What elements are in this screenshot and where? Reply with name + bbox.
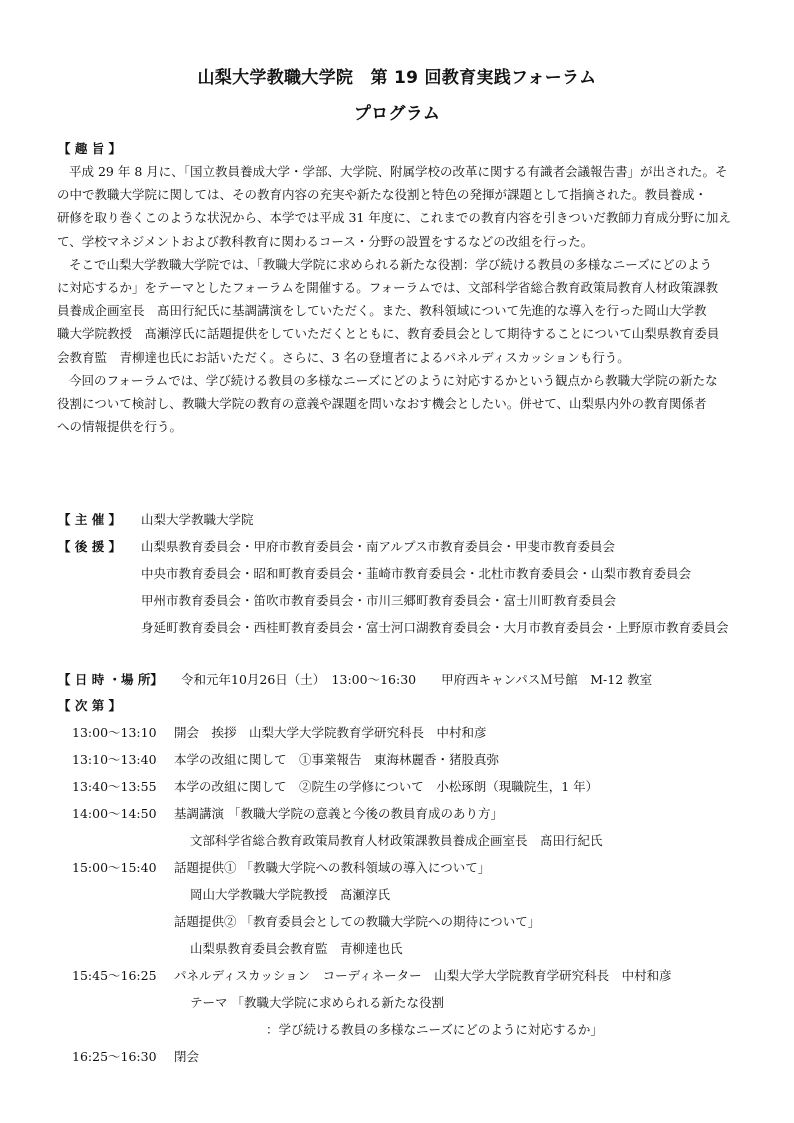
shushi-line: 平成 29 年 8 月に、「国立教員養成大学・学部、大学院、附属学校の改革に関する有識者会議報告書」が出された。そ	[69, 164, 728, 179]
document-title: 山梨大学教職大学院 第 19 回教育実践フォーラム	[197, 68, 597, 88]
schedule-item: 閉会	[174, 1049, 200, 1064]
schedule-time: 13:40～13:55	[72, 779, 157, 794]
nichiji-value: 令和元年10月26日（土） 13:00～16:30 甲府西キャンパスＭ号館 M-12 教室	[181, 672, 653, 687]
schedule-item: 開会 挨拶 山梨大学大学院教育学研究科長 中村和彦	[174, 725, 487, 740]
schedule-item: パネルディスカッション コーディネーター 山梨大学大学院教育学研究科長 中村和彦	[174, 968, 672, 983]
koen-line: 山梨県教育委員会・甲府市教育委員会・南アルプス市教育委員会・甲斐市教育委員会	[141, 539, 616, 554]
koen-line: 身延町教育委員会・西桂町教育委員会・富士河口湖教育委員会・大月市教育委員会・上野原市教育委員会	[141, 620, 729, 635]
section-heading-nichiji: 【 日 時 ・場 所】	[58, 672, 163, 687]
shushi-line: 今回のフォーラムでは、学び続ける教員の多様なニーズにどのように対応するかという観点から教職大学院の新たな	[69, 372, 718, 388]
schedule-time: 15:00～15:40	[72, 860, 157, 875]
schedule-item: 本学の改組に関して ①事業報告 東海林麗香・猪股真弥	[174, 752, 500, 767]
shushi-line: への情報提供を行う。	[57, 419, 183, 435]
shushi-line: 員養成企画室長 髙田行紀氏に基調講演をしていただく。また、教科領域について先進的な導入を行った岡山大学教	[57, 303, 707, 319]
shushi-line: そこで山梨大学教職大学院では、「教職大学院に求められる新たな役割：学び続ける教員の多様なニーズにどのよう	[69, 256, 713, 272]
schedule-item: 話題提供① 「教職大学院への教科領域の導入について」	[174, 860, 491, 875]
schedule-item: 基調講演 「教職大学院の意義と今後の教員育成のあり方」	[174, 806, 503, 821]
shushi-line: 研修を取り巻くこのような状況から、本学では平成 31 年度に、これまでの教育内容を引きついだ教師力育成分野に加え	[57, 210, 731, 226]
shusai-value: 山梨大学教職大学院	[141, 512, 254, 527]
shushi-line: て、学校マネジメントおよび教科教育に関わるコース・分野の設置をするなどの改組を行った。	[57, 233, 594, 249]
shushi-line: 会教育監 青柳達也氏にお話いただく。さらに、3 名の登壇者によるパネルディスカッションも行う。	[57, 349, 630, 365]
document-subtitle: プログラム	[353, 104, 441, 124]
shushi-body	[57, 160, 737, 438]
section-heading-shidai: 【 次 第 】	[58, 698, 122, 713]
shushi-line: の中で教職大学院に関しては、その教育内容の充実や新たな役割と特色の発揮が課題として指摘された。教員養成・	[57, 187, 708, 203]
schedule-speaker: 山梨県教育委員会教育監 青柳達也氏	[190, 941, 403, 956]
schedule-item: 話題提供② 「教育委員会としての教職大学院への期待について」	[174, 914, 541, 929]
shushi-line: 職大学院教授 髙瀬淳氏に話題提供をしていただくとともに、教育委員会として期待することについて山梨県教育委員	[57, 326, 720, 342]
shushi-line: に対応するか」をテーマとしたフォーラムを開催する。フォーラムでは、文部科学省総合教育政策局教育人材政策課教	[57, 280, 719, 296]
section-heading-shusai: 【 主 催 】	[58, 512, 122, 527]
schedule-time: 15:45～16:25	[72, 968, 157, 983]
schedule-speaker: 岡山大学教職大学院教授 髙瀬淳氏	[190, 887, 391, 902]
koen-line: 中央市教育委員会・昭和町教育委員会・韮崎市教育委員会・北杜市教育委員会・山梨市教育委員会	[141, 566, 692, 581]
section-heading-shushi: 【 趣 旨 】	[58, 141, 122, 156]
schedule-speaker: 文部科学省総合教育政策局教育人材政策課教員養成企画室長 髙田行紀氏	[190, 833, 603, 848]
schedule-time: 13:10～13:40	[72, 752, 157, 767]
schedule-time: 14:00～14:50	[72, 806, 157, 821]
koen-line: 甲州市教育委員会・笛吹市教育委員会・市川三郷町教育委員会・富士川町教育委員会	[141, 593, 617, 608]
schedule-theme: テーマ 「教職大学院に求められる新たな役割	[190, 995, 444, 1010]
section-heading-koen: 【 後 援 】	[58, 539, 122, 554]
shushi-line: 役割について検討し、教職大学院の教育の意義や課題を問いなおす機会としたい。併せて、山梨県内外の教育関係者	[57, 396, 707, 412]
schedule-time: 13:00～13:10	[72, 725, 157, 740]
schedule-time: 16:25～16:30	[72, 1049, 157, 1064]
schedule-item: 本学の改組に関して ②院生の学修について 小松琢朗（現職院生，1 年）	[174, 779, 599, 794]
schedule-theme-continued: ：学び続ける教員の多様なニーズにどのように対応するか」	[266, 1022, 603, 1037]
